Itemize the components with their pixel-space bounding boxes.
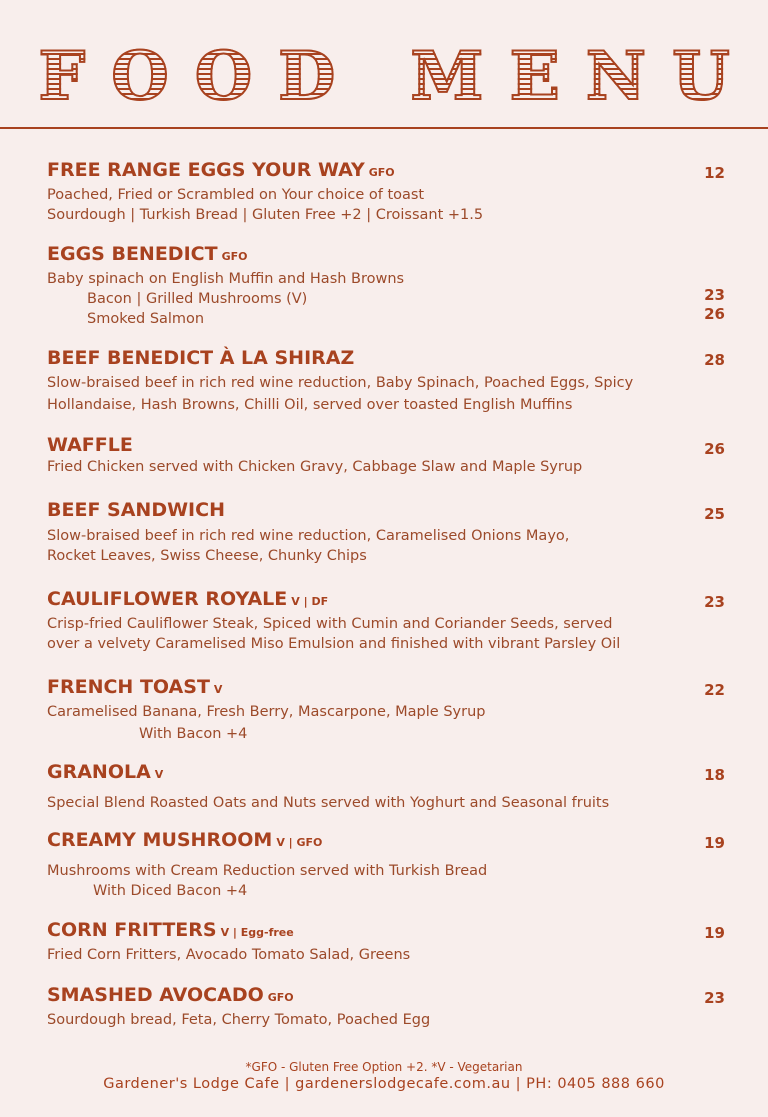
menu-item-cauliflower-royale	[47, 587, 727, 654]
item-price: 23	[704, 989, 725, 1007]
item-description: Baby spinach on English Muffin and Hash Browns	[47, 271, 405, 287]
item-description: Sourdough | Turkish Bread | Gluten Free +2 | Croissant +1.5	[47, 207, 484, 223]
item-name: BEEF BENEDICT À LA SHIRAZ	[47, 347, 355, 369]
menu-item-smashed-avocado	[47, 983, 727, 1030]
item-price: 18	[704, 766, 725, 784]
item-description: Slow-braised beef in rich red wine reduction, Baby Spinach, Poached Eggs, Spicy	[47, 375, 634, 391]
menu-item-french-toast	[47, 675, 727, 744]
item-price: 28	[704, 351, 725, 369]
menu-title: FOOD MENU	[0, 38, 768, 114]
item-tag: V | Egg-free	[220, 926, 294, 939]
item-name: CAULIFLOWER ROYALE V | DF	[47, 588, 329, 610]
item-price: 22	[704, 681, 725, 699]
item-tag: GFO	[368, 166, 395, 179]
menu-item-free-range-eggs	[47, 158, 727, 225]
item-tag: V	[154, 768, 164, 781]
item-name: CREAMY MUSHROOM V | GFO	[47, 829, 323, 851]
item-option: Bacon | Grilled Mushrooms (V)	[87, 291, 308, 307]
item-price: 25	[704, 505, 725, 523]
item-description: over a velvety Caramelised Miso Emulsion and finished with vibrant Parsley Oil	[47, 636, 621, 652]
menu-item-beef-sandwich	[47, 498, 727, 566]
item-price: 12	[704, 164, 725, 182]
item-description: Mushrooms with Cream Reduction served with Turkish Bread	[47, 863, 488, 879]
menu-item-beef-benedict	[47, 346, 727, 413]
item-option: With Bacon +4	[139, 726, 248, 742]
dietary-legend: *GFO - Gluten Free Option +2. *V - Vegetarian	[245, 1060, 523, 1074]
menu-item-corn-fritters	[47, 918, 727, 965]
cafe-contact-line: Gardener's Lodge Cafe | gardenerslodgecafe.com.au | PH: 0405 888 660	[103, 1076, 665, 1092]
item-description: Sourdough bread, Feta, Cherry Tomato, Poached Egg	[47, 1012, 431, 1028]
menu-item-waffle	[47, 433, 727, 477]
menu-item-granola	[47, 760, 727, 813]
item-name: GRANOLA V	[47, 761, 164, 783]
item-name: BEEF SANDWICH	[47, 499, 225, 521]
item-description: Rocket Leaves, Swiss Cheese, Chunky Chips	[47, 548, 367, 564]
item-price: 26	[704, 305, 725, 323]
item-price: 23	[704, 593, 725, 611]
item-name: FREE RANGE EGGS YOUR WAY GFO	[47, 159, 395, 181]
item-name: WAFFLE	[47, 434, 133, 456]
item-tag: V	[213, 683, 223, 696]
item-description: Caramelised Banana, Fresh Berry, Mascarpone, Maple Syrup	[47, 704, 486, 720]
item-description: Poached, Fried or Scrambled on Your choice of toast	[47, 187, 425, 203]
item-description: Crisp-fried Cauliflower Steak, Spiced with Cumin and Coriander Seeds, served	[47, 616, 613, 632]
menu-item-creamy-mushroom	[47, 828, 727, 901]
item-description: Fried Corn Fritters, Avocado Tomato Salad, Greens	[47, 947, 411, 963]
item-price: 23	[704, 286, 725, 304]
item-tag: V | GFO	[276, 836, 323, 849]
item-description: Hollandaise, Hash Browns, Chilli Oil, served over toasted English Muffins	[47, 397, 573, 413]
item-description: Fried Chicken served with Chicken Gravy, Cabbage Slaw and Maple Syrup	[47, 459, 583, 475]
item-price: 19	[704, 834, 725, 852]
item-price: 26	[704, 440, 725, 458]
item-name: CORN FRITTERS V | Egg-free	[47, 919, 294, 941]
item-option: With Diced Bacon +4	[93, 883, 248, 899]
item-tag: GFO	[267, 991, 294, 1004]
title-divider	[0, 127, 768, 129]
item-tag: V | DF	[291, 595, 329, 608]
item-name: SMASHED AVOCADO GFO	[47, 984, 294, 1006]
item-name: FRENCH TOAST V	[47, 676, 223, 698]
menu-item-eggs-benedict	[47, 242, 727, 329]
item-option: Smoked Salmon	[87, 311, 205, 327]
item-description: Special Blend Roasted Oats and Nuts served with Yoghurt and Seasonal fruits	[47, 795, 610, 811]
item-name: EGGS BENEDICT GFO	[47, 243, 248, 265]
item-tag: GFO	[221, 250, 248, 263]
item-description: Slow-braised beef in rich red wine reduction, Caramelised Onions Mayo,	[47, 528, 570, 544]
item-price: 19	[704, 924, 725, 942]
